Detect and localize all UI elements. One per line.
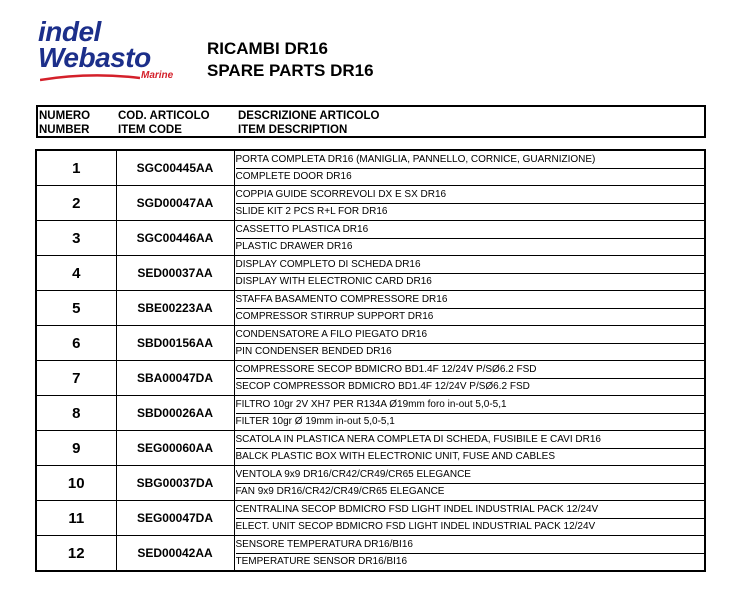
table-row xyxy=(36,291,705,326)
item-description xyxy=(234,221,705,256)
table-row xyxy=(36,150,705,186)
item-description xyxy=(234,326,705,361)
table-row xyxy=(36,396,705,431)
title-english: SPARE PARTS DR16 xyxy=(207,61,374,80)
item-description-it: COPPIA GUIDE SCORREVOLI DX E SX DR16 xyxy=(235,189,447,200)
table-row xyxy=(36,361,705,396)
table-row xyxy=(36,256,705,291)
item-description-en: COMPLETE DOOR DR16 xyxy=(236,168,705,185)
item-code: SEG00060AA xyxy=(116,431,234,466)
item-number: 7 xyxy=(36,361,116,396)
table-row xyxy=(36,536,705,572)
table-row xyxy=(36,186,705,221)
item-description-en: FILTER 10gr Ø 19mm in-out 5,0-5,1 xyxy=(236,413,705,430)
item-code: SGC00446AA xyxy=(116,221,234,256)
item-description-en: DISPLAY WITH ELECTRONIC CARD DR16 xyxy=(236,273,705,290)
item-description-it: VENTOLA 9x9 DR16/CR42/CR49/CR65 ELEGANCE xyxy=(235,469,471,480)
table-row xyxy=(36,501,705,536)
item-code: SED00042AA xyxy=(116,536,234,572)
header-code-it: COD. ARTICOLO xyxy=(118,110,210,122)
item-description-en: COMPRESSOR STIRRUP SUPPORT DR16 xyxy=(236,308,705,325)
item-description-it: COMPRESSORE SECOP BDMICRO BD1.4F 12/24V P/SØ6.2 FSD xyxy=(235,364,537,375)
item-description xyxy=(234,186,705,221)
item-code: SBD00156AA xyxy=(116,326,234,361)
item-number: 9 xyxy=(36,431,116,466)
item-number: 3 xyxy=(36,221,116,256)
item-description-it: SCATOLA IN PLASTICA NERA COMPLETA DI SCHEDA, FUSIBILE E CAVI DR16 xyxy=(235,434,601,445)
header-number xyxy=(39,109,90,137)
item-code: SBE00223AA xyxy=(116,291,234,326)
item-description-it: FILTRO 10gr 2V XH7 PER R134A Ø19mm foro in-out 5,0-5,1 xyxy=(235,399,507,410)
logo-marine-text: Marine xyxy=(141,70,174,81)
header-number-en: NUMBER xyxy=(39,124,90,136)
item-description xyxy=(234,291,705,326)
item-description-en: PIN CONDENSER BENDED DR16 xyxy=(236,343,705,360)
item-code: SBA00047DA xyxy=(116,361,234,396)
item-description-it: STAFFA BASAMENTO COMPRESSORE DR16 xyxy=(235,294,448,305)
header-description xyxy=(238,109,379,137)
item-number: 5 xyxy=(36,291,116,326)
item-code: SED00037AA xyxy=(116,256,234,291)
item-description xyxy=(234,396,705,431)
logo-swoosh-icon xyxy=(40,72,140,82)
table-row xyxy=(36,221,705,256)
item-description xyxy=(234,361,705,396)
item-description-it: PORTA COMPLETA DR16 (MANIGLIA, PANNELLO, CORNICE, GUARNIZIONE) xyxy=(235,154,596,165)
item-number: 10 xyxy=(36,466,116,501)
item-description xyxy=(234,150,705,186)
item-description xyxy=(234,431,705,466)
header-number-it: NUMERO xyxy=(39,110,91,122)
item-code: SBG00037DA xyxy=(116,466,234,501)
item-description-it: SENSORE TEMPERATURA DR16/BI16 xyxy=(235,539,413,550)
item-description-it: CONDENSATORE A FILO PIEGATO DR16 xyxy=(235,329,428,340)
item-description-en: SECOP COMPRESSOR BDMICRO BD1.4F 12/24V P/SØ6.2 FSD xyxy=(236,378,705,395)
item-number: 2 xyxy=(36,186,116,221)
item-description xyxy=(234,466,705,501)
header-code-en: ITEM CODE xyxy=(118,124,182,136)
item-description-it: DISPLAY COMPLETO DI SCHEDA DR16 xyxy=(235,259,421,270)
item-description-en: BALCK PLASTIC BOX WITH ELECTRONIC UNIT, FUSE AND CABLES xyxy=(236,448,705,465)
title-italian: RICAMBI DR16 xyxy=(207,39,328,58)
item-description xyxy=(234,256,705,291)
item-code: SBD00026AA xyxy=(116,396,234,431)
item-description-en: SLIDE KIT 2 PCS R+L FOR DR16 xyxy=(236,203,705,220)
table-row xyxy=(36,326,705,361)
item-description-en: TEMPERATURE SENSOR DR16/BI16 xyxy=(236,553,705,570)
brand-logo xyxy=(38,16,186,82)
page-title xyxy=(207,38,374,82)
item-description xyxy=(234,501,705,536)
table-header xyxy=(36,105,706,138)
logo-indel-text: indel xyxy=(38,16,101,47)
item-description-en: PLASTIC DRAWER DR16 xyxy=(236,238,705,255)
header-desc-it: DESCRIZIONE ARTICOLO xyxy=(238,110,380,122)
item-code: SGC00445AA xyxy=(116,150,234,186)
header-desc-en: ITEM DESCRIPTION xyxy=(238,124,348,136)
item-number: 8 xyxy=(36,396,116,431)
item-number: 1 xyxy=(36,150,116,186)
item-code: SGD00047AA xyxy=(116,186,234,221)
item-description xyxy=(234,536,705,572)
logo-webasto-text: Webasto xyxy=(38,42,151,73)
table-row xyxy=(36,466,705,501)
table-row xyxy=(36,431,705,466)
item-description-en: FAN 9x9 DR16/CR42/CR49/CR65 ELEGANCE xyxy=(236,483,705,500)
header-code xyxy=(118,109,210,137)
item-code: SEG00047DA xyxy=(116,501,234,536)
item-description-en: ELECT. UNIT SECOP BDMICRO FSD LIGHT INDEL INDUSTRIAL PACK 12/24V xyxy=(236,518,705,535)
item-number: 12 xyxy=(36,536,116,572)
item-description-it: CENTRALINA SECOP BDMICRO FSD LIGHT INDEL INDUSTRIAL PACK 12/24V xyxy=(235,504,599,515)
item-number: 11 xyxy=(36,501,116,536)
parts-table xyxy=(35,149,706,572)
item-number: 6 xyxy=(36,326,116,361)
item-number: 4 xyxy=(36,256,116,291)
item-description-it: CASSETTO PLASTICA DR16 xyxy=(235,224,369,235)
